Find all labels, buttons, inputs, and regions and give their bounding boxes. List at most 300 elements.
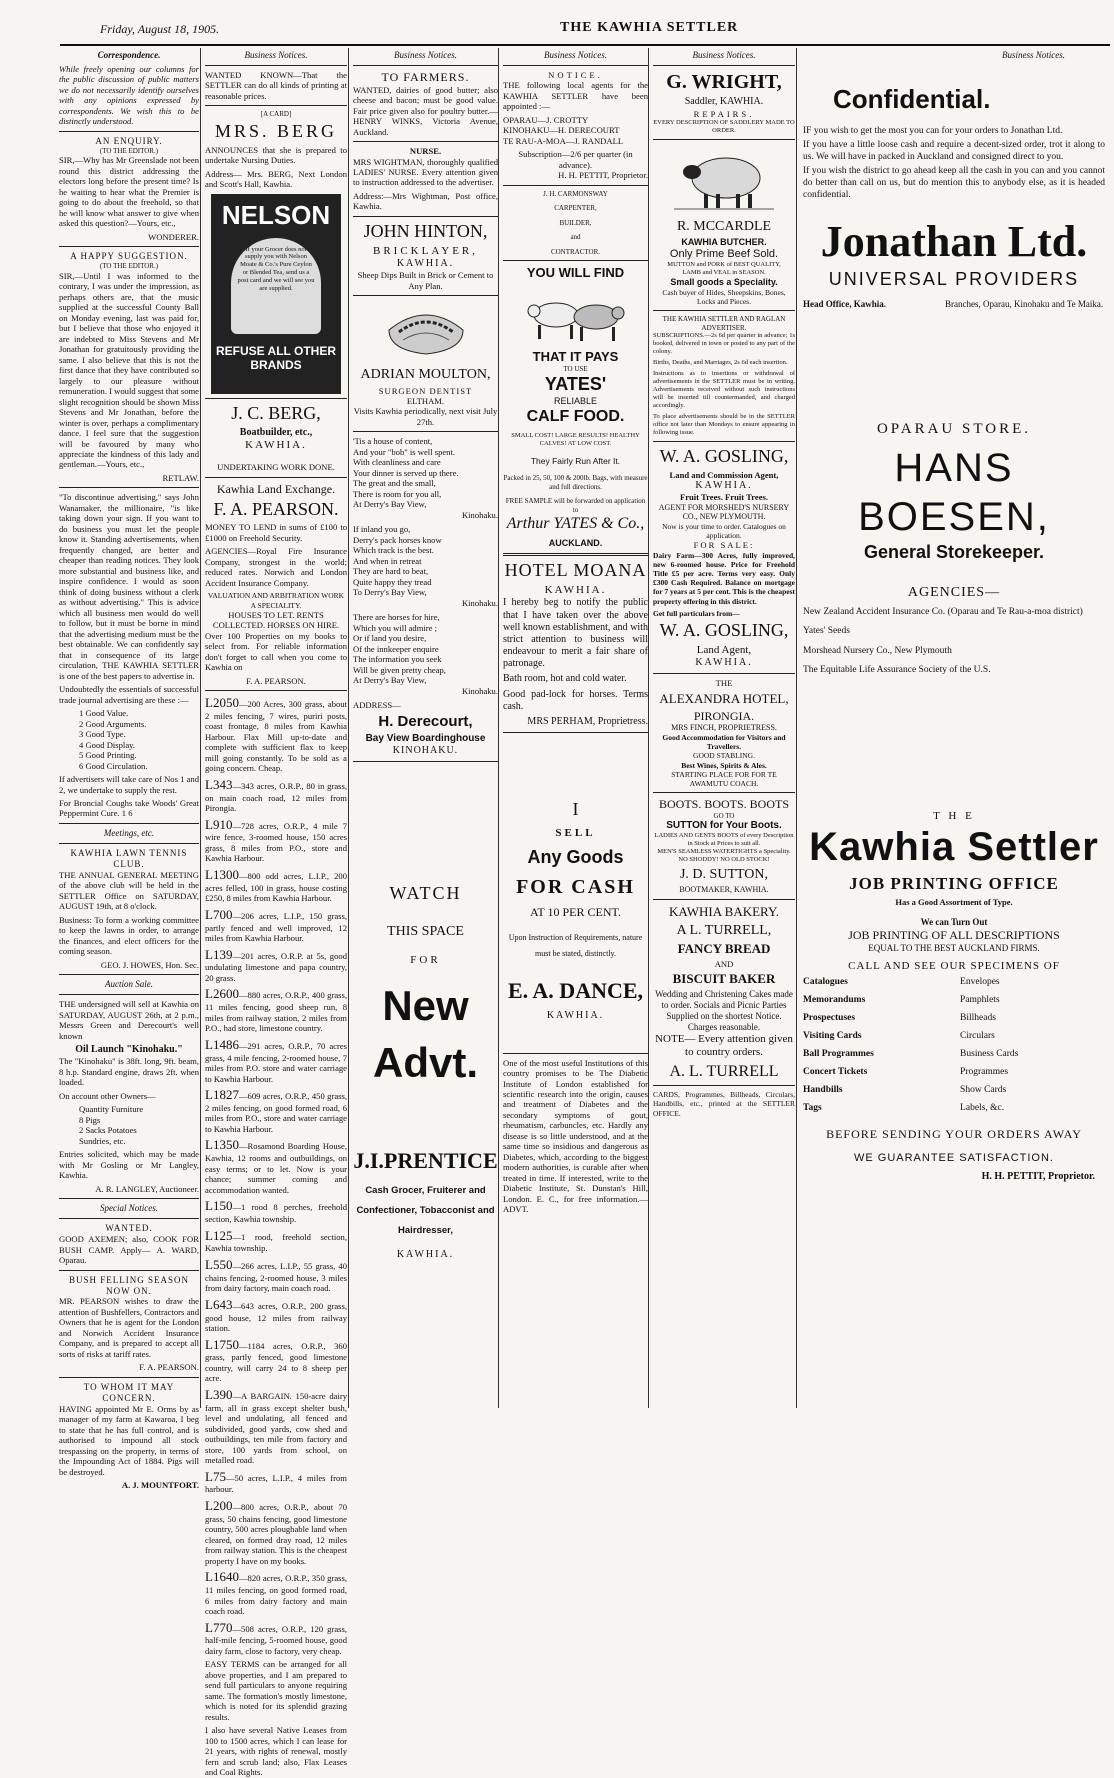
carmonsway-trade-2: BUILDER,: [559, 218, 592, 227]
yates-touse: TO USE: [563, 365, 588, 374]
carmonsway-name: J. H. CARMONSWAY: [543, 189, 608, 198]
nurse-body: MRS WIGHTMAN, thoroughly qualified LADIES' NURSE. Every attention given to instruction addressed to the advertiser.: [353, 156, 498, 188]
dentist-title: SURGEON DENTIST: [378, 385, 473, 396]
property-code: L343: [205, 776, 233, 792]
gosling-trade: Land and Commission Agent,: [669, 469, 779, 480]
property-code: L2600: [205, 986, 239, 1002]
moana-title: HOTEL MOANA: [504, 559, 647, 580]
poem-line: If inland you go,: [353, 524, 411, 535]
property-code: L643: [205, 1296, 233, 1312]
property-listing: [205, 1198, 347, 1224]
column-3: [348, 48, 502, 1408]
property-description: —1 rood 8 perches, freehold section, Kawhia township.: [205, 1202, 347, 1225]
dentist-visits: Visits Kawhia periodically, next visit July 27th.: [353, 406, 498, 427]
letter-body: SIR,—Why has Mr Greenslade not been round this district addressing the electors long before the present time? Is he waiting to hear what the Premier is going to do about the freehold, so that he will know what answer to give when asked this question?—Yours, etc.,: [59, 155, 199, 229]
jcberg-name: J. C. BERG,: [231, 402, 321, 423]
list-item: 4 Good Display.: [79, 739, 136, 750]
for-sale: FOR SALE:: [693, 540, 755, 551]
poem-line: Which you will admire ;: [353, 622, 438, 633]
yates-calf: CALF FOOD.: [526, 407, 625, 425]
bakery-and: AND: [714, 958, 734, 969]
property-listing: [205, 1469, 347, 1495]
auction-launch: Oil Launch "Kinohaku.": [75, 1044, 183, 1056]
poem-line: 'Tis a house of content,: [353, 436, 433, 447]
poem-line: There is room for you all,: [353, 488, 442, 499]
poem-line: Will be given pretty cheap,: [353, 664, 446, 675]
club-signature: GEO. J. HOWES, Hon. Sec.: [100, 959, 199, 970]
paper-title: THE KAWHIA SETTLER: [560, 20, 739, 35]
notice-body: THE following local agents for the KAWHIA SETTLER have been appointed :—: [503, 80, 648, 112]
jcberg-trade: Boatbuilder, etc.,: [239, 426, 313, 438]
pettit-proprietor: H. H. PETTIT, Proprietor.: [981, 1171, 1095, 1183]
specimen-item: Billheads: [960, 1013, 996, 1024]
poem-place: Kinohaku.: [461, 597, 498, 608]
disclaimer: While freely opening our columns for the public discussion of public matters we do not necessarily identify ourselves with any opinions expressed by correspondents. We wish this to be distinctly understood.: [59, 63, 199, 127]
new-text: New: [382, 981, 469, 1029]
mccardle-name: R. MCCARDLE: [676, 218, 772, 234]
property-listings: [205, 695, 347, 1656]
finch: MRS FINCH, PROPRIETRESS.: [671, 723, 777, 733]
masthead: [60, 18, 1110, 46]
moana-paddock: Good pad-lock for horses. Terms cash.: [503, 688, 648, 712]
section-heading: Business Notices.: [1002, 50, 1065, 60]
gosling-town-2: KAWHIA.: [695, 657, 753, 669]
property-code: L139: [205, 946, 233, 962]
yates-reliable: RELIABLE: [553, 395, 598, 406]
property-listing: [205, 817, 347, 864]
property-listing: [205, 1387, 347, 1466]
property-listing: [205, 1087, 347, 1134]
letter-to: (TO THE EDITOR.): [99, 146, 159, 155]
auction-signature: A. R. LANGLEY, Auctioneer.: [95, 1183, 199, 1194]
for-text: FOR: [410, 954, 441, 967]
calves-illustration: [516, 285, 636, 345]
property-description: —291 acres, O.R.P., 70 acres grass, 4 mile fencing, 2-roomed house, 7 miles from P.O. store and water carriage to Kawhia Harbour.: [205, 1040, 347, 1084]
club-body: THE ANNUAL GENERAL MEETING of the above club will be held in the SETTLER Office on SATURDAY, AUGUST 19th, at 8 o'clock.: [59, 869, 199, 912]
bush-title: BUSH FELLING SEASON NOW ON.: [68, 1274, 189, 1296]
property-description: —266 acres, L.I.P., 55 grass, 40 chains fencing, 2-roomed house, 3 miles from dairy factory, main coach road.: [205, 1260, 347, 1294]
specimen-item: Ball Programmes: [803, 1049, 874, 1060]
property-code: L390: [205, 1386, 233, 1402]
property-description: —1 rood, freehold section, Kawhia township.: [205, 1231, 347, 1254]
property-listing: [205, 1569, 347, 1616]
letter-title: A HAPPY SUGGESTION.: [70, 251, 188, 262]
agencies: AGENCIES—Royal Fire Insurance Company, strongest in the world; reduced rates. Norwich and London Accident Insurance Company.: [205, 546, 347, 588]
before-sending: BEFORE SENDING YOUR ORDERS AWAY: [826, 1127, 1082, 1142]
watch-text: WATCH: [389, 883, 462, 904]
property-listing: [205, 1228, 347, 1254]
sutton-boots: SUTTON for Your Boots.: [666, 820, 782, 832]
section-heading: Business Notices.: [544, 50, 607, 60]
essentials-list: [79, 708, 199, 771]
settler-place: To place advertisements should be in the SETTLER office not later than Mondays to ensure appearing in following issue.: [653, 412, 795, 436]
hotel-the: THE: [715, 678, 733, 689]
sheep-illustration: [674, 144, 774, 214]
poem-2: [353, 524, 498, 608]
poem-line: Or if land you desire,: [353, 633, 427, 644]
gosling-name: W. A. GOSLING,: [659, 445, 789, 466]
property-listing: [205, 1257, 347, 1294]
list-item: 3 Good Type.: [79, 729, 126, 740]
jonathan-providers: UNIVERSAL PROVIDERS: [828, 268, 1080, 289]
sutton-name: J. D. SUTTON,: [679, 867, 769, 883]
letter-signature: WONDERER.: [148, 231, 199, 242]
property-description: —820 acres, O.R.P., 350 grass, 11 miles fencing, on good formed road, 6 miles from dairy factory and main coach road.: [205, 1573, 347, 1617]
property-listing: [205, 947, 347, 984]
boots-mens: MEN'S SEAMLESS WATERTIGHTS a Speciality.: [657, 848, 791, 856]
property-description: —206 acres, L.I.P., 150 grass, partly fenced and well improved, 12 miles from Kawhia Harbour.: [205, 910, 347, 944]
native-leases: I also have several Native Leases from 100 to 1500 acres, which I can lease for 21 years, with rights of renewal, mostly fern and scrub land; also, Flax Leases and Coal Rights.: [205, 1725, 347, 1778]
yates-packed: Packed in 25, 50, 100 & 200lb. Bags, with measure and full directions.: [503, 474, 648, 491]
subscription-signature: H. H. PETTIT, Proprietor.: [558, 170, 648, 181]
property-code: L75: [205, 1468, 226, 1484]
call-and-see: CALL AND SEE OUR SPECIMENS OF: [848, 959, 1060, 972]
mccardle-hides: Cash buyer of Hides, Sheepskins, Bones, Locks and Pieces.: [662, 288, 786, 307]
farmers-body: WANTED, dairies of good butter; also cheese and bacon; must be good value. Fair price given also for poultry butter.—HENRY WINKS, Victoria Avenue, Auckland.: [353, 84, 498, 137]
agent-2: KINOHAKU—H. DERECOURT: [503, 125, 620, 136]
concern-title: TO WHOM IT MAY CONCERN.: [83, 1381, 175, 1403]
boots-goto: GO TO: [713, 811, 735, 820]
column-2: [200, 48, 351, 1778]
nurse-address: Address:—Mrs Wightman, Post office, Kawhia.: [353, 190, 498, 212]
bayview-name: Bay View Boardinghouse: [365, 732, 486, 744]
type-assortment: Has a Good Assortment of Type.: [895, 896, 1013, 907]
wanted-known: WANTED KNOWN—That the SETTLER can do all kinds of printing at reasonable prices.: [205, 69, 347, 101]
jonathan-name: Jonathan Ltd.: [820, 217, 1088, 267]
hinton-trade: BRICKLAYER,: [372, 244, 479, 257]
property-code: L700: [205, 906, 233, 922]
fancy-bread: FANCY BREAD: [677, 940, 771, 956]
any-goods: Any Goods: [527, 846, 624, 867]
property-code: L910: [205, 816, 233, 832]
address-label: ADDRESS—: [353, 700, 401, 711]
column-6: [796, 48, 1111, 1408]
exchange-title: Kawhia Land Exchange.: [216, 481, 336, 496]
sutton-trade: BOOTMAKER, KAWHIA.: [679, 885, 769, 895]
property-code: L770: [205, 1619, 233, 1635]
hinton-name: JOHN HINTON,: [363, 220, 488, 241]
poem-line: At Derry's Bay View,: [353, 675, 427, 686]
confidential-p2: If you have a little loose cash and require a decent-sized order, trot it along to us. We will have in packed in Auckland and consigned direct to you.: [803, 140, 1105, 162]
agent-3: TE RAU-A-MOA—J. RANDALL: [503, 135, 624, 146]
yates-pays: THAT IT PAYS: [532, 349, 619, 365]
jcberg-town: KAWHIA.: [245, 438, 307, 451]
berg-name: MRS. BERG: [214, 120, 338, 141]
settler-instructions: Instructions as to insertions or withdrawal of advertisements in the SETTLER must be in writing. Advertisements received without such instructions will be inserted till countermanded, and charged accordingly.: [653, 370, 795, 409]
hinton-town: KAWHIA.: [396, 258, 455, 270]
property-listing: [205, 907, 347, 944]
bakery-title: KAWHIA BAKERY.: [669, 903, 779, 919]
sheep-dips: Sheep Dips Built in Brick or Cement to Any Plan.: [357, 270, 494, 291]
wanted-title: WANTED.: [105, 1223, 153, 1234]
mccardle-mutton: MUTTON and PORK of BEST QUALITY,: [667, 261, 781, 269]
jonathan-offices: [803, 299, 1105, 310]
section-heading: Meetings, etc.: [103, 827, 155, 838]
wright-name: G. WRIGHT,: [666, 70, 782, 93]
essentials-outro: If advertisers will take care of Nos 1 and 2, we undertake to supply the rest.: [59, 774, 199, 795]
poem-1: [353, 436, 498, 520]
instruction: Upon Instruction of Requirements, nature must be stated, distinctly.: [508, 932, 643, 958]
nelson-tea-message: If your Grocer does not supply you with Nelson Moate & Co.'s Pure Ceylon or Blended Tea, send us a post card and we will see you are supplied.: [231, 238, 321, 334]
confidential-p3: If you wish the district to go ahead keep all the cash in you can and you cannot do better than call on us, but do mention this to anybody else, as it is headed confidential.: [803, 166, 1105, 200]
property-listing: [205, 1620, 347, 1657]
auction-desc: The "Kinohaku" is 38ft. long, 9ft. beam, 8 h.p. Standard engine, draws 2ft. when loaded.: [59, 1056, 199, 1088]
properties-intro: Over 100 Properties on my books to select from. For reliable information don't forget to call when you come to Kawhia on: [205, 630, 347, 673]
moana-body: I hereby beg to notify the public that I have taken over the above well known establishment, and with strict attention to business will endeavour to merit a fair share of patronage.: [503, 597, 648, 670]
yates-fairly: They Fairly Run After It.: [530, 456, 621, 466]
derecourt-name: H. Derecourt,: [378, 712, 473, 730]
jcberg-undertaking: UNDERTAKING WORK DONE.: [217, 462, 335, 473]
oparau-store: OPARAU STORE.: [876, 420, 1032, 437]
prentice-name: J.I.PRENTICE: [353, 1148, 498, 1174]
prentice-trades: Cash Grocer, Fruiterer and Confectioner, Tobacconist and Hairdresser,: [356, 1184, 495, 1236]
farmers-title: TO FARMERS.: [381, 69, 470, 84]
branches: Branches, Oparau, Kinohaku and Te Maika.: [945, 298, 1104, 309]
blank-space: [353, 766, 498, 881]
subscription: Subscription—2/6 per quarter (in advance).: [518, 149, 633, 170]
pearson-name: F. A. PEARSON.: [213, 498, 339, 519]
property-description: —A BARGAIN. 150-acre dairy farm, all in grass except shelter bush, level and undulating, all fenced and subdivided, good yards, cow shed and outbuildings, ten mile from factory and store, 100 yards from school, on metalled road.: [205, 1390, 347, 1466]
houses-to-let: HOUSES TO LET. RENTS COLLECTED. HORSES ON HIRE.: [212, 609, 340, 631]
poem-line: The great and the small,: [353, 478, 436, 489]
card-label: [A CARD]: [260, 110, 292, 119]
club-business: Business: To form a working committee to keep the lawns in order, to arrange the finances, and elect officers for the coming season.: [59, 914, 199, 957]
yates-sample: FREE SAMPLE will be forwarded on application to: [505, 497, 646, 514]
poem-line: Of the innkeeper enquire: [353, 643, 439, 654]
poem-line: And your "bob" is well spent.: [353, 446, 456, 457]
property-code: L550: [205, 1256, 233, 1272]
nurse-title: NURSE.: [409, 146, 442, 157]
boots-ladies: LADIES AND GENTS BOOTS of every Description in Stock at Prices to suit all.: [654, 832, 794, 848]
moana-bath: Bath room, hot and cold water.: [503, 673, 627, 685]
letter-to: (TO THE EDITOR.): [99, 262, 159, 271]
auction-body: THE undersigned will sell at Kawhia on SATURDAY, AUGUST 26th, at 2 p.m., Messrs Green and Derecourt's well known: [59, 999, 199, 1041]
poem-place: Kinohaku.: [461, 509, 498, 520]
list-item: 2 Sacks Potatoes: [79, 1125, 137, 1136]
settler-the: T H E: [933, 809, 975, 822]
poem-line: The information you seek: [353, 654, 442, 665]
sell-text: SELL: [555, 827, 596, 840]
wedding-cakes: Wedding and Christening Cakes made to order. Socials and Picnic Parties Supplied on the shortest Notice.: [655, 989, 793, 1021]
agency-list: [803, 607, 1105, 677]
yates-town: AUCKLAND.: [548, 538, 603, 548]
turrell-name-2: A. L. TURRELL: [669, 1062, 779, 1080]
settler-subs: SUBSCRIPTIONS.—2s 6d per quarter in advance; 1s booked, delivered in town or posted to any part of the colony.: [653, 332, 795, 356]
auction-items: [79, 1104, 199, 1146]
list-item: 1 Good Value.: [79, 708, 129, 719]
section-heading: Business Notices.: [692, 50, 756, 60]
yates-small: SMALL COST! LARGE RESULTS! HEALTHY CALVES! AT LOW COST.: [511, 432, 640, 448]
property-description: —643 acres, O.R.P., 200 grass, good house, 12 miles from railway station.: [205, 1300, 347, 1334]
concern-signature: A. J. MOUNTFORT.: [121, 1480, 199, 1491]
blank-space: [503, 737, 648, 797]
blank-space: [353, 1088, 498, 1148]
prentice-town: KAWHIA.: [396, 1248, 455, 1260]
auction-entries: Entries solicited, which may be made with Mr Gosling or Mr Langley, Kawhia.: [59, 1149, 199, 1181]
section-heading: Special Notices.: [100, 1203, 158, 1214]
agency-item: New Zealand Accident Insurance Co. (Oparau and Te Rau-a-moa district): [803, 606, 1083, 617]
advt-text: Advt.: [373, 1038, 478, 1086]
specimen-item: Tags: [803, 1103, 822, 1114]
poem-line: They are hard to beat,: [353, 566, 429, 577]
nelson-slogan: REFUSE ALL OTHER BRANDS: [215, 343, 336, 373]
notice-title: NOTICE.: [548, 69, 603, 80]
property-code: L150: [205, 1198, 233, 1214]
pirongia: PIRONGIA.: [693, 708, 755, 723]
list-item: 6 Good Circulation.: [79, 760, 148, 771]
list-item: Quantity Furniture: [79, 1104, 144, 1115]
diabetic-article: One of the most useful Institutions of this country promises to be The Diabetic Institute of London established for scientific research into the origin, causes and treatment of Diabetes and the secondary symptoms of gout, rheumatism, carbuncles, etc. Hardly any disease is so little understood, and at the same time so insidious and dangerous as Diabetes, which, according to the biggest modern authorities, is curable after when treated in time. If interested, write to the Diabetic Institute, St. Dunstan's Hill, London. E. C., for free information.—ADVT.: [503, 1057, 648, 1215]
section-heading: Business Notices.: [394, 50, 457, 60]
confidential-title: Confidential.: [833, 83, 991, 114]
specimen-item: Catalogues: [803, 977, 848, 988]
money-to-lend: MONEY TO LEND in sums of £100 to £1000 on Freehold Security.: [205, 522, 347, 543]
guarantee: WE GUARANTEE SATISFACTION.: [854, 1151, 1054, 1164]
section-heading: Business Notices.: [244, 50, 308, 60]
property-description: —800 acres, O.R.P., about 70 grass, 50 chains fencing, good limestone country, 500 acres ploughable land when cleared, on formed dray road, 12 miles from railway station. This is the cheapest property I have on my books.: [205, 1501, 347, 1566]
property-code: L1750: [205, 1336, 239, 1352]
wright-trade: Saddler, KAWHIA.: [684, 96, 764, 108]
job-printing-office: JOB PRINTING OFFICE: [849, 874, 1059, 894]
auction-owners: On account other Owners—: [59, 1090, 156, 1101]
wanted-body: GOOD AXEMEN; also, COOK FOR BUSH CAMP. Apply— A. WARD, Oparau.: [59, 1234, 199, 1266]
berg-body: ANNOUNCES that she is prepared to undertake Nursing Duties.: [205, 144, 347, 166]
poem-line: To Derry's Bay View,: [353, 587, 427, 598]
letter-body: SIR,—Until I was informed to the contrary, I was under the impression, as perhaps others are, that the music supplied at the successful County Ball on Monday evening, last was paid for, but I believe that those who enjoyed it are indebted to Miss Stevens and Mr Jonathan for gratuitously providing the same. I also believe that this is not the first dance that they have contributed so largely to our pleasure without remuneration. I would suggest that some slight recognition should be shown Miss Stevens and Mr Jonathan, before the winter is over, perhaps a complimentary dance. I feel sure that the suggestion will be favoured by many who appreciate the kindness of this lady and gentleman.—Yours, etc.,: [59, 270, 199, 470]
general-storekeeper: General Storekeeper.: [863, 541, 1045, 562]
dairy-farm: Dairy Farm—300 Acres, fully improved, new 6-roomed house. Price for Freehold Title £5 per acre. Terms very easy. Only £300 Cash Required. Balance on mortgage for 7 years at 5 per cent. This is the cheapest property offering in this district.: [653, 550, 795, 606]
accommodation: Good Accommodation for Visitors and Travellers.: [662, 733, 786, 752]
kawhia-settler-name: Kawhia Settler: [809, 825, 1099, 870]
bayview-town: KINOHAKU.: [392, 745, 459, 757]
cards-notice: CARDS, Programmes, Billheads, Circulars, Handbills, etc., printed at the SETTLER OFFICE.: [653, 1090, 795, 1118]
mccardle-prime: Only Prime Beef Sold.: [669, 247, 779, 260]
charges: Charges reasonable.: [687, 1021, 761, 1032]
gosling-town: KAWHIA.: [695, 479, 753, 491]
poem-line: And when in retreat: [353, 555, 422, 566]
property-code: L1486: [205, 1036, 239, 1052]
column-4: [498, 48, 652, 1408]
letter-title: AN ENQUIRY.: [95, 135, 163, 146]
biscuit-baker: BISCUIT BAKER: [672, 971, 776, 987]
property-listing: [205, 1037, 347, 1084]
dance-name: E. A. DANCE,: [507, 977, 644, 1003]
specimens-right: [960, 977, 1105, 1121]
section-heading: Auction Sale.: [105, 979, 153, 990]
column-1: [55, 48, 203, 1491]
yates-company: Arthur YATES & Co.,: [506, 515, 645, 533]
concern-body: HAVING appointed Mr E. Orms by as manager of my farm at Kawaroa, I beg to state that he has full control, and is authorised to impound all stock trespassing on the property, in terms of the Impounding Act of 1884. Pigs will be destroyed.: [59, 1403, 199, 1477]
specimens-left: [803, 977, 948, 1121]
property-code: L200: [205, 1497, 233, 1513]
property-description: —728 acres, O.R.P., 4 mile 7 wire fence, 3-roomed house, 150 acres grass, 8 miles from P.O., store and Kawhia Harbour.: [205, 820, 347, 864]
valuation: VALUATION AND ARBITRATION WORK A SPECIALITY.: [207, 591, 345, 610]
specimen-item: Pamphlets: [960, 995, 1000, 1006]
stabling: GOOD STABLING.: [693, 751, 755, 761]
property-description: —343 acres, O.R.P., 80 in grass, on main coach road, 12 miles from Pirongia.: [205, 780, 347, 814]
advertising-article: "To discontinue advertising," says John Wanamaker, the millionaire, "is like taking down your sign. If you want to do business you must let the people know it. Standing advertisements, when frequently changed, are better and cheaper than reading notices. They look more substantial and business like, and inspire confidence. I would as soon think of doing business without a clerk as without advertising." This is advice which all business men would do well to follow, but it must be borne in mind that the advertising medium must be the best obtainable. We can confidently say that in consequence of its large circulation, THE KAWHIA SETTLER is one of the best papers to advertise in.: [59, 492, 199, 681]
equal-auckland: EQUAL TO THE BEST AUCKLAND FIRMS.: [868, 942, 1040, 953]
property-listing: [205, 867, 347, 904]
poem-line: At Derry's Bay View,: [353, 499, 427, 510]
yates-find: YOU WILL FIND: [526, 265, 625, 281]
agency-item: Morshead Nursery Co., New Plymouth: [803, 645, 952, 656]
mccardle-trade: KAWHIA BUTCHER.: [681, 236, 767, 247]
ten-percent: AT 10 PER CENT.: [530, 904, 621, 919]
poem-place: Kinohaku.: [461, 685, 498, 696]
bush-signature: F. A. PEARSON.: [139, 1362, 199, 1373]
property-description: —609 acres, O.R.P., 450 grass, 2 miles fencing, on good formed road, 6 miles from P.O., store and water carriage to Kawhia Harbour.: [205, 1091, 347, 1134]
letter-signature: RETLAW.: [162, 472, 199, 483]
wines: Best Wines, Spirits & Ales.: [681, 760, 767, 770]
boots-title: BOOTS. BOOTS. BOOTS: [658, 797, 790, 812]
berg-address: Address— Mrs. BERG, Next London and Scott's Hall, Kawhia.: [205, 168, 347, 190]
fruit-trees: Fruit Trees. Fruit Trees.: [679, 492, 769, 503]
specimen-item: Circulars: [960, 1031, 995, 1042]
property-listing: [205, 777, 347, 814]
property-description: —200 Acres, 300 grass, about 2 miles fencing, 7 wires, puriri posts, coast frontage, 8 miles from Kawhia Harbour. Flax Mill up-to-date and complete with sufficient flax to keep mill going constantly. To be sold as a going concern. Cheap.: [205, 699, 347, 774]
property-description: —508 acres, O.R.P., 120 grass, half-mile fencing, 5-roomed house, good dairy farm, close to factory, very cheap.: [205, 1623, 347, 1656]
property-code: L1640: [205, 1569, 239, 1585]
agency-item: Yates' Seeds: [803, 626, 850, 637]
gosling-name-2: W. A. GOSLING,: [659, 619, 789, 640]
settler-births: Births, Deaths, and Marriages, 2s 6d each insertion.: [653, 359, 788, 367]
alexandra-hotel: ALEXANDRA HOTEL,: [659, 690, 789, 706]
head-office: Head Office, Kawhia.: [803, 298, 886, 309]
yates-name: YATES': [544, 373, 607, 394]
wright-every: EVERY DESCRIPTION OF SADDLERY MADE TO ORDER.: [653, 119, 795, 134]
specimen-item: Business Cards: [960, 1049, 1019, 1060]
nelson-tea-ad: [211, 194, 341, 394]
specimen-item: Envelopes: [960, 977, 1000, 988]
specimen-item: Prospectuses: [803, 1013, 856, 1024]
property-description: —1184 acres, O.R.P., 360 grass, partly fenced, good limestone country, will carry 24 to 8 sheep per acre.: [205, 1340, 347, 1384]
poem-line: With cleanliness and care: [353, 457, 441, 468]
cough-cure: For Broncial Coughs take Woods' Great Peppermint Cure. 1 6: [59, 798, 199, 819]
issue-date: Friday, August 18, 1905.: [100, 22, 220, 36]
pearson-signature: F. A. PEARSON.: [246, 675, 306, 686]
list-item: 8 Pigs: [79, 1114, 101, 1125]
easy-terms: EASY TERMS can be arranged for all above properties, and I am prepared to send full particulars to anyone requiring same. The formation's mostly limestone, which is noted for its splendid grazing results.: [205, 1659, 347, 1722]
property-listing: [205, 986, 347, 1033]
dentist-town: ELTHAM.: [406, 396, 445, 406]
property-code: L1827: [205, 1087, 239, 1103]
poem-3: [353, 612, 498, 696]
specimen-item: Handbills: [803, 1085, 843, 1096]
list-item: Sundries, etc.: [79, 1135, 126, 1146]
catalogues: Now is your time to order. Catalogues on application.: [662, 522, 786, 541]
carmonsway-and: and: [570, 233, 581, 242]
specimen-item: Show Cards: [960, 1085, 1007, 1096]
property-description: —Rosamond Boarding House, Kawhia, 12 rooms and outbuildings, on easy terms; or to let. Now is your chance; summer coming and accommodation wanted.: [205, 1141, 347, 1195]
moulton-name: ADRIAN MOULTON,: [360, 367, 491, 383]
agent-1: OPARAU—J. CROTTY: [503, 114, 589, 125]
denture-illustration: [381, 300, 471, 362]
moana-signature: MRS PERHAM, Proprietress.: [527, 716, 648, 728]
property-description: —800 odd acres, L.I.P., 200 acres felled, 100 in grass, house costing £250, 8 miles from Kawhia Harbour.: [205, 870, 347, 904]
club-title: KAWHIA LAWN TENNIS CLUB.: [70, 847, 188, 869]
property-listing: [205, 695, 347, 774]
for-cash: FOR CASH: [516, 875, 635, 898]
sell-i: I: [572, 799, 579, 820]
list-item: 2 Good Arguments.: [79, 718, 147, 729]
dance-town: KAWHIA.: [546, 1010, 605, 1022]
property-code: L1350: [205, 1137, 239, 1153]
property-code: L1300: [205, 866, 239, 882]
specimen-item: Labels, &c.: [960, 1103, 1005, 1114]
poem-line: Your dinner is served up there.: [353, 467, 459, 478]
hans-boesen: HANS BOESEN,: [858, 446, 1050, 539]
